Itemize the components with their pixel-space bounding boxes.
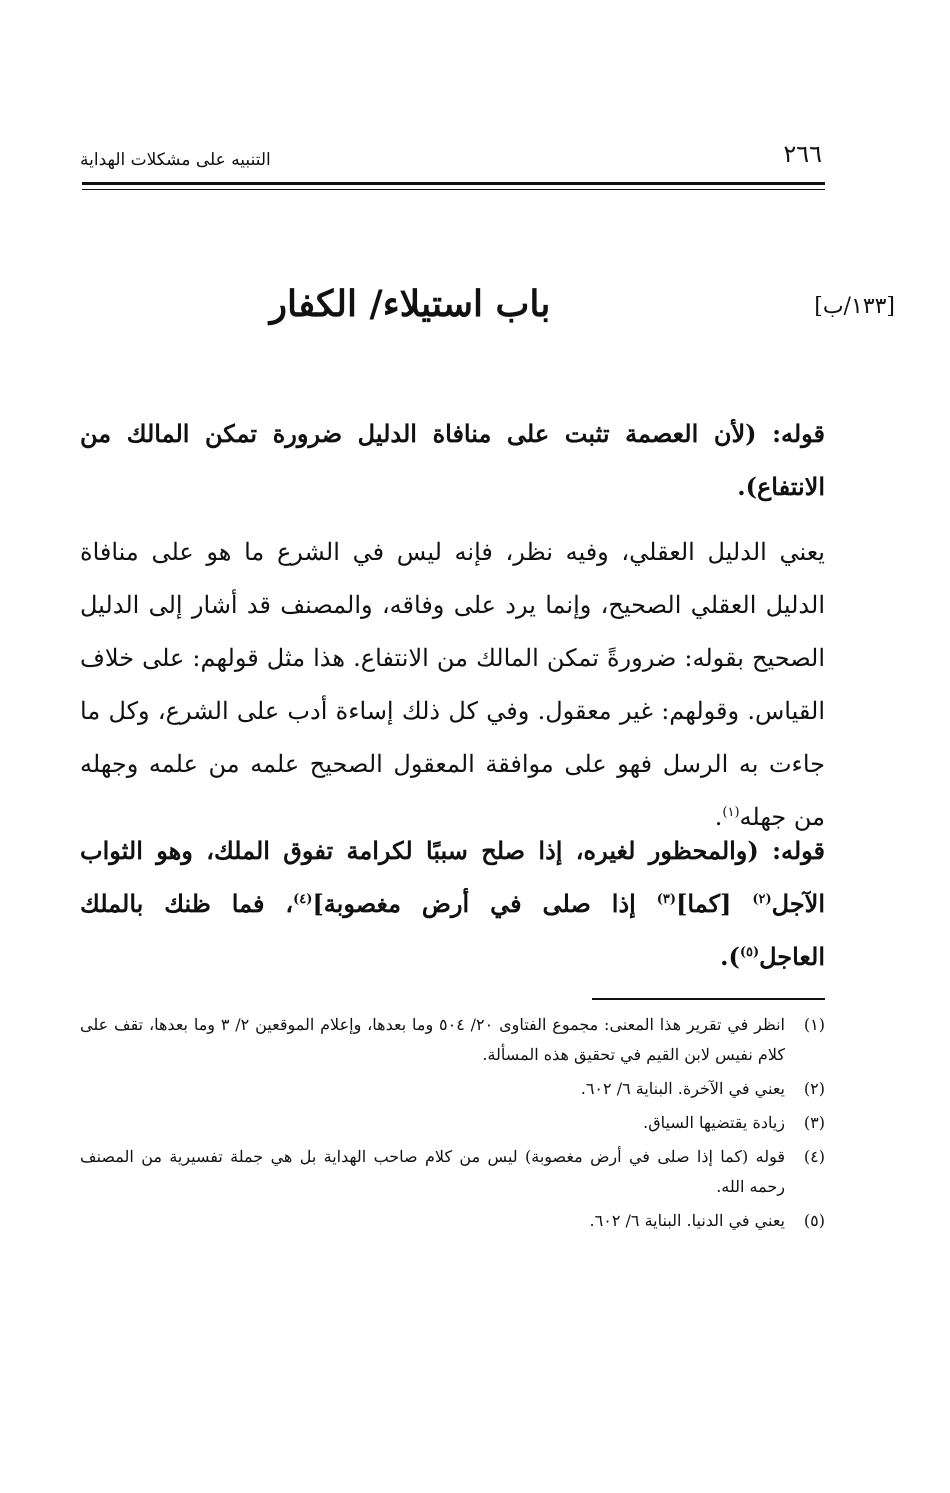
footnote-marker: (٤): [803, 1147, 825, 1166]
footnote-separator: [592, 998, 825, 1000]
footnote-ref-1[interactable]: (١): [722, 805, 740, 820]
footnote-ref-4[interactable]: (٤): [293, 892, 313, 907]
footnote-marker: (٢): [803, 1079, 825, 1098]
footnote-text: زيادة يقتضيها السياق.: [643, 1113, 785, 1132]
running-title: التنبيه على مشكلات الهداية: [80, 150, 271, 170]
paragraph-1: [80, 407, 825, 513]
quoted-text-part-4: ، فما ظنك بالملك العاجل: [80, 889, 825, 971]
footnotes-list: [80, 1010, 825, 1240]
footnote-text: انظر في تقرير هذا المعنى: مجموع الفتاوى ٢٠/ ٥٠٤ وما بعدها، وإعلام الموقعين ٢/ ٣ وما بعدها، تقف على كلام نفيس لابن القيم في تحقيق هذه المسألة.: [80, 1015, 786, 1064]
footnote-text: يعني في الآخرة. البناية ٦/ ٦٠٢.: [580, 1079, 785, 1098]
paragraph-3: [80, 824, 825, 983]
quoted-text: (لأن العصمة تثبت على منافاة الدليل ضرورة تمكن المالك من الانتفاع).: [80, 419, 825, 501]
page-number: ٢٦٦: [783, 140, 822, 168]
footnote-ref-2[interactable]: (٢): [752, 892, 772, 907]
chapter-title: باب استيلاء/ الكفار: [269, 283, 551, 325]
header-rule: [82, 182, 825, 185]
quoted-text-part-1: (والمحظور لغيره، إذا صلح سببًا لكرامة تفوق الملك، وهو الثواب الآجل: [80, 836, 825, 918]
footnote-marker: (١): [803, 1015, 825, 1034]
footnote-5: [80, 1206, 825, 1236]
footnote-3: [80, 1108, 825, 1138]
quoted-text-part-2: [كما]: [676, 889, 753, 918]
footnote-marker: (٣): [803, 1113, 825, 1132]
footnote-text: يعني في الدنيا. البناية ٦/ ٦٠٢.: [589, 1211, 785, 1230]
footnote-text: قوله (كما إذا صلى في أرض مغصوبة) ليس من كلام صاحب الهداية بل هي جملة تفسيرية من المصنف رحمه الله.: [80, 1147, 785, 1196]
paragraph-2: [80, 526, 825, 844]
footnote-ref-5[interactable]: (٥): [739, 945, 760, 960]
header-rule-thin: [82, 189, 825, 190]
footnote-4: [80, 1142, 825, 1202]
footnote-2: [80, 1074, 825, 1104]
paragraph-end: .: [714, 803, 723, 831]
footnote-ref-3[interactable]: (٣): [656, 892, 677, 907]
commentary-text: يعني الدليل العقلي، وفيه نظر، فإنه ليس في الشرع ما هو على منافاة الدليل العقلي الصحيح، وإنما يرد على وفاقه، والمصنف قد أشار إلى الدليل الصحيح بقوله: ضرورةً تمكن المالك من الانتفاع. هذا مثل قولهم: على خلاف القياس. وقولهم: غير معقول. وفي كل ذلك إساءة أدب على الشرع، وكل ما جاءت به الرسل فهو على موافقة المعقول الصحيح علمه من علمه وجهله من جهله: [80, 538, 825, 831]
quote-lead: قوله:: [756, 419, 826, 448]
quoted-text-end: ).: [720, 942, 740, 971]
quote-lead: قوله:: [758, 836, 826, 865]
quoted-text-part-3: إذا صلى في أرض مغصوبة]: [312, 889, 657, 918]
folio-reference: [١٣٣/ب]: [814, 294, 895, 319]
footnote-marker: (٥): [803, 1211, 825, 1230]
footnote-1: [80, 1010, 825, 1070]
